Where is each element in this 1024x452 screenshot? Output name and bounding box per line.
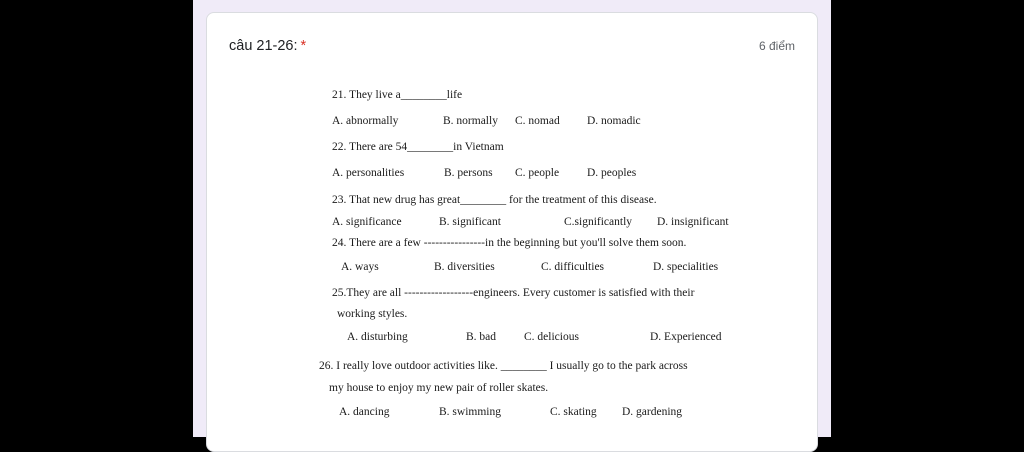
required-asterisk: *: [300, 38, 307, 54]
question-title: [229, 38, 306, 54]
question-title-text: câu 21-26:: [229, 38, 298, 54]
q26-option-c: C. skating: [550, 406, 597, 418]
q24-option-d: D. specialities: [653, 261, 719, 273]
q24-option-b: B. diversities: [434, 261, 495, 273]
q25-option-c: C. delicious: [524, 331, 579, 343]
q21-option-d: D. nomadic: [587, 115, 641, 127]
q25-stem-continued: working styles.: [337, 308, 408, 320]
q26-stem-continued: my house to enjoy my new pair of roller skates.: [329, 382, 549, 394]
q21-stem: 21. They live a________life: [332, 89, 463, 101]
question-image: [307, 81, 767, 451]
q22-option-a: A. personalities: [332, 167, 405, 179]
q24-option-c: C. difficulties: [541, 261, 605, 273]
question-points: 6 điểm: [758, 39, 795, 53]
q23-stem: 23. That new drug has great________ for the treatment of this disease.: [332, 194, 657, 206]
q26-option-d: D. gardening: [622, 406, 683, 418]
q22-option-d: D. peoples: [587, 167, 637, 179]
q24-option-a: A. ways: [341, 261, 379, 273]
q26-option-b: B. swimming: [439, 406, 501, 418]
q26-stem: 26. I really love outdoor activities like. ________ I usually go to the park across: [319, 360, 688, 372]
q22-stem: 22. There are 54________in Vietnam: [332, 141, 504, 153]
q25-option-a: A. disturbing: [347, 331, 408, 343]
question-card: [206, 12, 818, 452]
q21-option-c: C. nomad: [515, 115, 560, 127]
q23-option-d: D. insignificant: [657, 216, 729, 228]
q21-option-a: A. abnormally: [332, 115, 399, 127]
q21-option-b: B. normally: [443, 115, 498, 127]
q25-stem: 25.They are all ------------------engineers. Every customer is satisfied with their: [332, 287, 695, 299]
q23-option-c: C.significantly: [564, 216, 633, 228]
q23-option-a: A. significance: [332, 216, 402, 228]
q24-stem: 24. There are a few ----------------in the beginning but you'll solve them soon.: [332, 237, 687, 249]
q25-option-d: D. Experienced: [650, 331, 722, 343]
q26-option-a: A. dancing: [339, 406, 390, 418]
q22-option-b: B. persons: [444, 167, 493, 179]
q25-option-b: B. bad: [466, 331, 497, 343]
q22-option-c: C. people: [515, 167, 560, 179]
q23-option-b: B. significant: [439, 216, 501, 228]
